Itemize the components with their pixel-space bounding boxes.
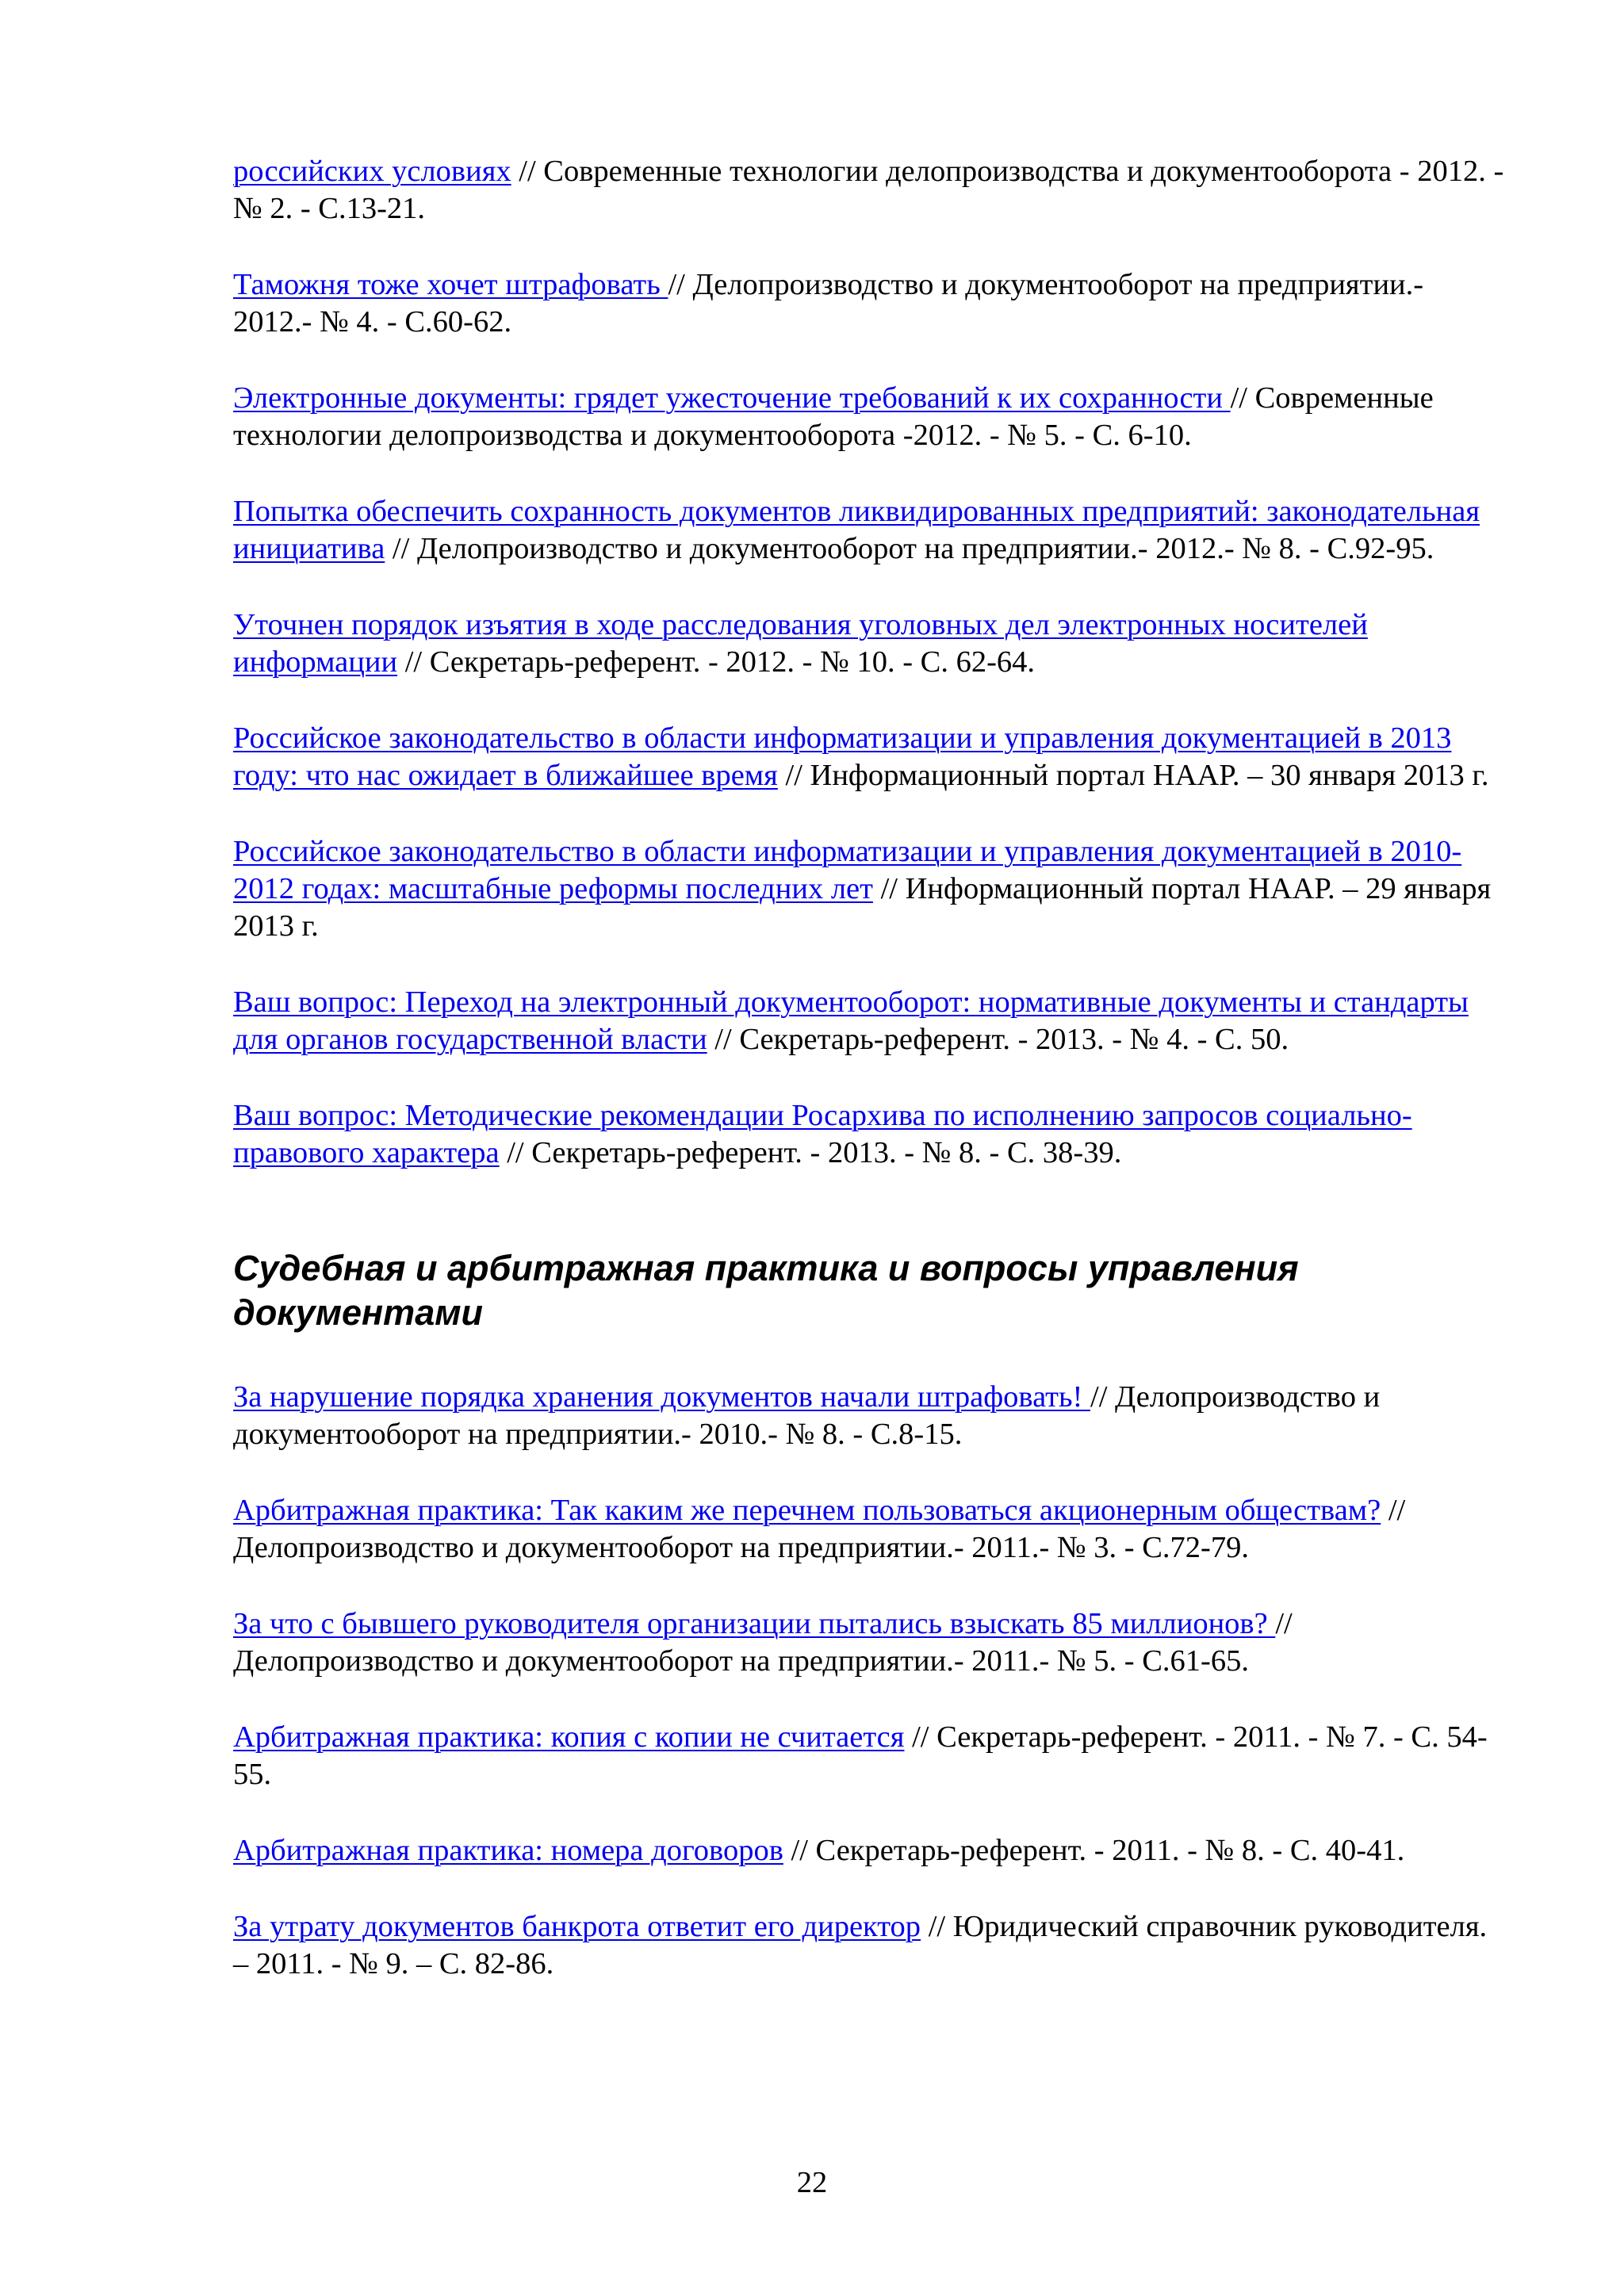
entry-citation: // Секретарь-референт. - 2013. - № 8. - С. 38-39. (499, 1136, 1122, 1169)
entry-citation: // Современные технологии делопроизводства и документооборота -2012. - № 5. - С. 6-10. (233, 381, 1434, 452)
page-number: 22 (796, 2166, 828, 2199)
entry-link[interactable]: Ваш вопрос: Методические рекомендации Росархива по исполнению запросов социально-правового характера (233, 1099, 1412, 1169)
entry-link[interactable]: Российское законодательство в области информатизации и управления документацией в 2013 году: что нас ожидает в ближайшее время (233, 721, 1452, 792)
bibliography-entry (233, 607, 1510, 681)
entry-link[interactable]: За нарушение порядка хранения документов начали штрафовать! (233, 1380, 1091, 1414)
entry-link[interactable]: российских условиях (233, 155, 511, 188)
entry-citation: // Современные технологии делопроизводства и документооборота - 2012. - № 2. - С.13-21. (233, 155, 1504, 225)
entry-citation: // Секретарь-референт. - 2011. - № 8. - С. 40-41. (783, 1834, 1405, 1867)
bibliography-entry (233, 1492, 1510, 1567)
bibliography-entry (233, 153, 1510, 228)
bibliography-entry (233, 1379, 1510, 1453)
bibliography-entry (233, 493, 1510, 568)
entry-link[interactable]: Арбитражная практика: Так каким же перечнем пользоваться акционерным обществам? (233, 1494, 1381, 1527)
bibliography-entry (233, 1832, 1510, 1869)
bibliography-list-bottom (233, 1379, 1510, 1983)
entry-link[interactable]: Арбитражная практика: копия с копии не считается (233, 1720, 905, 1754)
entry-citation: // Секретарь-референт. - 2011. - № 7. - С. 54-55. (233, 1720, 1488, 1791)
entry-citation: // Юридический справочник руководителя. – 2011. - № 9. – С. 82-86. (233, 1910, 1488, 1980)
entry-link[interactable]: За что с бывшего руководителя организации пытались взыскать 85 миллионов? (233, 1607, 1276, 1640)
entry-link[interactable]: Арбитражная практика: номера договоров (233, 1834, 783, 1867)
bibliography-entry (233, 984, 1510, 1058)
bibliography-entry (233, 1719, 1510, 1793)
entry-link[interactable]: Российское законодательство в области информатизации и управления документацией в 2010-2012 годах: масштабные реформы последних лет (233, 835, 1462, 905)
bibliography-list-top (233, 153, 1510, 1172)
document-body (233, 153, 1510, 2022)
entry-citation: // Делопроизводство и документооборот на предприятии.- 2010.- № 8. - С.8-15. (233, 1380, 1381, 1451)
entry-citation: // Делопроизводство и документооборот на предприятии.- 2012.- № 4. - С.60-62. (233, 268, 1424, 339)
bibliography-entry (233, 380, 1510, 454)
entry-citation: // Секретарь-референт. - 2013. - № 4. - С. 50. (707, 1023, 1289, 1056)
entry-citation: // Информационный портал НААР. – 29 января 2013 г. (233, 872, 1492, 943)
entry-citation: // Делопроизводство и документооборот на предприятии.- 2011.- № 3. - С.72-79. (233, 1494, 1406, 1564)
bibliography-entry (233, 833, 1510, 945)
entry-link[interactable]: За утрату документов банкрота ответит его директор (233, 1910, 921, 1943)
entry-citation: // Делопроизводство и документооборот на предприятии.- 2011.- № 5. - С.61-65. (233, 1607, 1293, 1678)
bibliography-entry (233, 266, 1510, 341)
entry-link[interactable]: Попытка обеспечить сохранность документов ликвидированных предприятий: законодательная инициатива (233, 495, 1480, 565)
entry-link[interactable]: Электронные документы: грядет ужесточение требований к их сохранности (233, 381, 1231, 415)
bibliography-entry (233, 1605, 1510, 1680)
entry-citation: // Информационный портал НААР. – 30 января 2013 г. (777, 759, 1489, 792)
entry-citation: // Секретарь-референт. - 2012. - № 10. - С. 62-64. (397, 645, 1036, 679)
bibliography-entry (233, 1097, 1510, 1172)
entry-citation: // Делопроизводство и документооборот на предприятии.- 2012.- № 8. - С.92-95. (385, 532, 1434, 565)
section-heading: Судебная и арбитражная практика и вопросы управления документами (233, 1248, 1299, 1333)
bibliography-entry (233, 720, 1510, 794)
entry-link[interactable]: Ваш вопрос: Переход на электронный документооборот: нормативные документы и стандарты для органов государственной власти (233, 985, 1469, 1056)
entry-link[interactable]: Таможня тоже хочет штрафовать (233, 268, 668, 301)
bibliography-entry (233, 1908, 1510, 1983)
entry-link[interactable]: Уточнен порядок изъятия в ходе расследования уголовных дел электронных носителей информации (233, 608, 1368, 679)
